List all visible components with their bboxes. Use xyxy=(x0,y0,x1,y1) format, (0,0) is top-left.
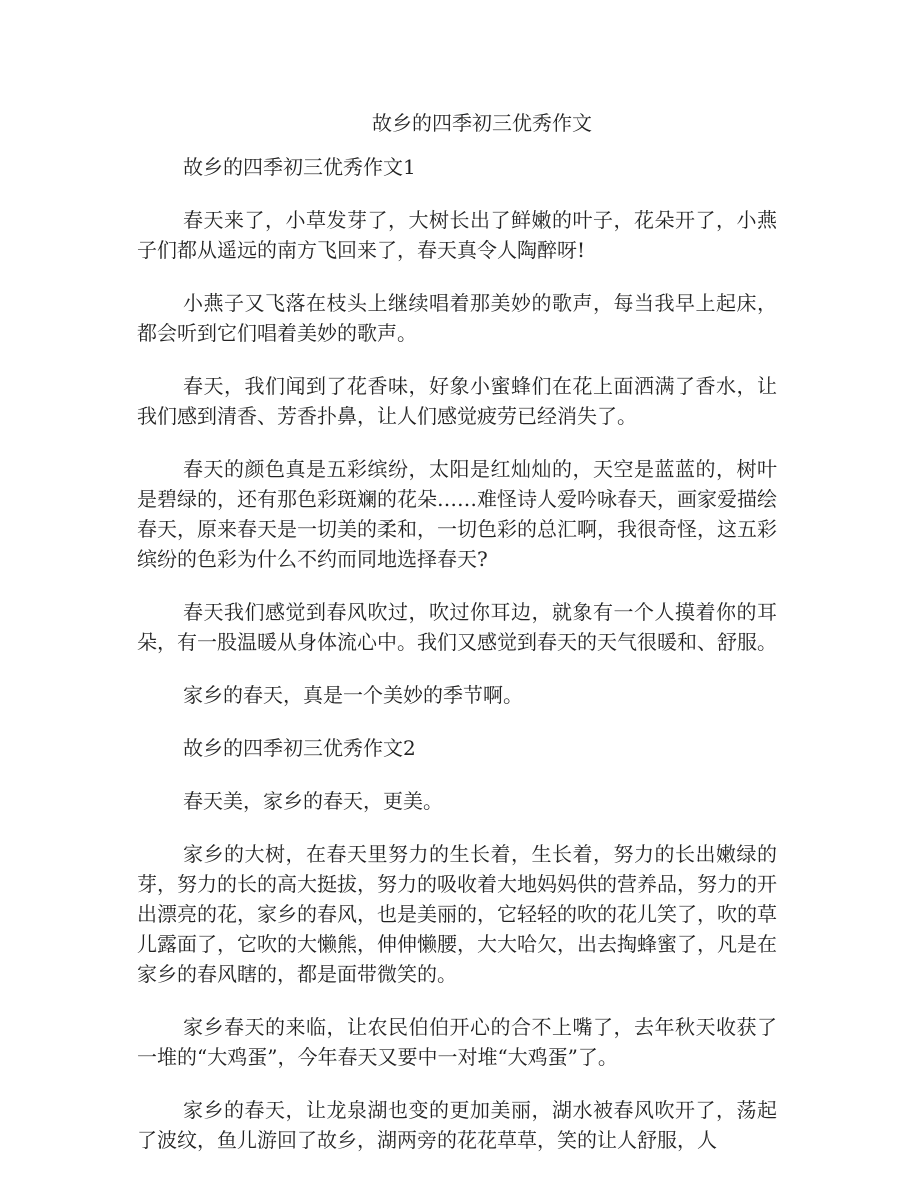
essay-body xyxy=(137,108,777,1178)
paragraph: 小燕子又飞落在枝头上继续唱着那美妙的歌声，每当我早上起床，都会听到它们唱着美妙的歌声。 xyxy=(137,291,777,345)
essay-subtitle-1: 故乡的四季初三优秀作文1 xyxy=(183,155,416,179)
paragraph: 春天我们感觉到春风吹过，吹过你耳边，就象有一个人摸着你的耳朵，有一股温暖从身体流心中。我们又感觉到春天的天气很暖和、舒服。 xyxy=(137,600,777,654)
paragraph: 家乡的春天，真是一个美妙的季节啊。 xyxy=(183,683,523,707)
page-title: 故乡的四季初三优秀作文 xyxy=(372,111,592,135)
paragraph: 家乡春天的来临，让农民伯伯开心的合不上嘴了，去年秋天收获了一堆的“大鸡蛋”，今年春天又要中一对堆“大鸡蛋”了。 xyxy=(137,1015,777,1069)
paragraph: 家乡的春天，让龙泉湖也变的更加美丽，湖水被春风吹开了，荡起了波纹，鱼儿游回了故乡，湖两旁的花花草草，笑的让人舒服，人 xyxy=(137,1098,777,1152)
paragraph: 家乡的大树，在春天里努力的生长着，生长着，努力的长出嫩绿的芽，努力的长的高大挺拔，努力的吸收着大地妈妈供的营养品，努力的开出漂亮的花，家乡的春风，也是美丽的，它轻轻的吹的花儿笑了，吹的草儿露面了，它吹的大懒熊，伸伸懒腰，大大哈欠，出去掏蜂蜜了，凡是在家乡的春风瞎的，都是面带微笑的。 xyxy=(137,842,777,986)
paragraph: 春天，我们闻到了花香味，好象小蜜蜂们在花上面洒满了香水，让我们感到清香、芳香扑鼻，让人们感觉疲劳已经消失了。 xyxy=(137,374,777,428)
paragraph: 春天来了，小草发芽了，大树长出了鲜嫩的叶子，花朵开了，小燕子们都从遥远的南方飞回来了，春天真令人陶醉呀! xyxy=(137,208,777,262)
paragraph: 春天的颜色真是五彩缤纷，太阳是红灿灿的，天空是蓝蓝的，树叶是碧绿的，还有那色彩斑斓的花朵……难怪诗人爱吟咏春天，画家爱描绘春天，原来春天是一切美的柔和，一切色彩的总汇啊，我很奇怪，这五彩缤纷的色彩为什么不约而同地选择春天? xyxy=(137,457,777,571)
paragraph: 春天美，家乡的春天，更美。 xyxy=(183,789,443,813)
essay-subtitle-2: 故乡的四季初三优秀作文2 xyxy=(183,736,416,760)
